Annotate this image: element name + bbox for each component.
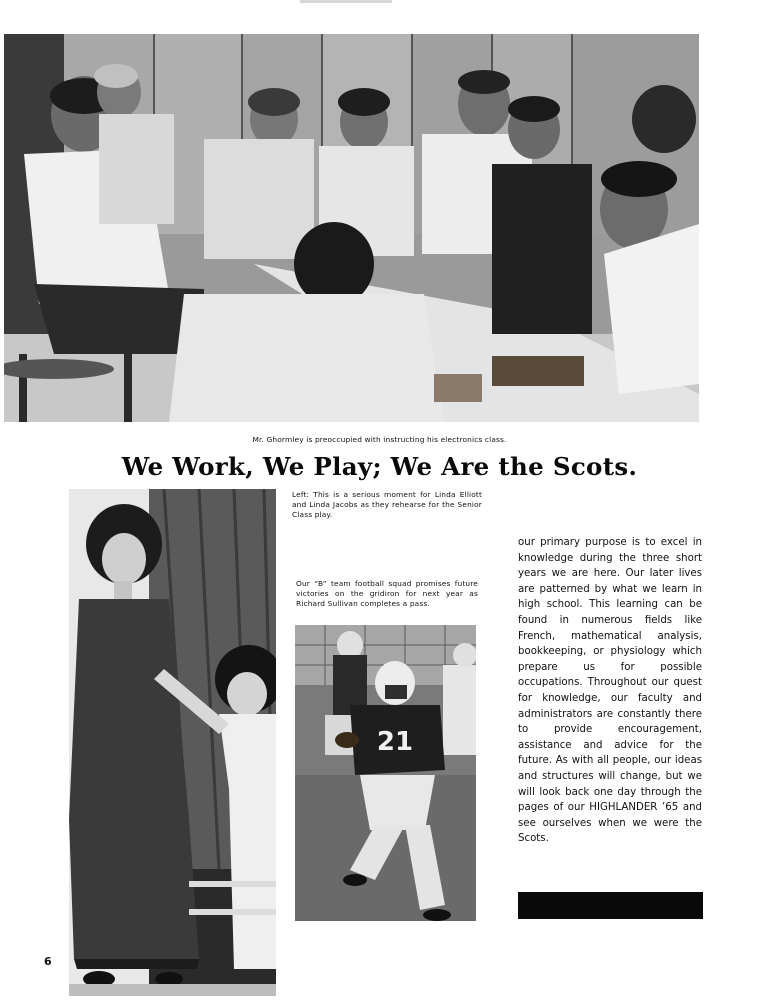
senior-play-photo: [69, 489, 276, 996]
page-title: We Work, We Play; We Are the Scots.: [121, 452, 638, 481]
page-number: 6: [44, 955, 52, 968]
body-text: our primary purpose is to excel in knowledge during the three short years we are here. Our later lives are patterned by what we learn in high school. This learning can be found in numerous fields like French, mathematical analysis, bookkeeping, or physiology which prepare us for possible occupations. Throughout our quest for knowledge, our faculty and administrators are constantly there to provide encouragement, assistance and advice for the future. As with all people, our ideas and structures will change, but we will look back one day through the pages of our HIGHLANDER ’65 and see ourselves when we were the Scots.: [518, 537, 702, 845]
football-caption: Our “B” team football squad promises future victories on the gridiron for next year as Richard Sullivan completes a pass.: [296, 579, 478, 608]
black-bar: [518, 892, 703, 919]
football-illustration: [295, 625, 476, 921]
electronics-class-illustration: [4, 34, 699, 422]
class-photo-caption: Mr. Ghormley is preoccupied with instructing his electronics class.: [252, 435, 507, 444]
senior-play-caption: Left: This is a serious moment for Linda Elliott and Linda Jacobs as they rehearse for the Senior Class play.: [292, 490, 482, 519]
jersey-number: 21: [376, 727, 414, 757]
senior-play-illustration: [69, 489, 276, 996]
football-photo: [295, 625, 476, 921]
scan-edge-mark: [300, 0, 392, 3]
electronics-class-photo: [4, 34, 699, 422]
